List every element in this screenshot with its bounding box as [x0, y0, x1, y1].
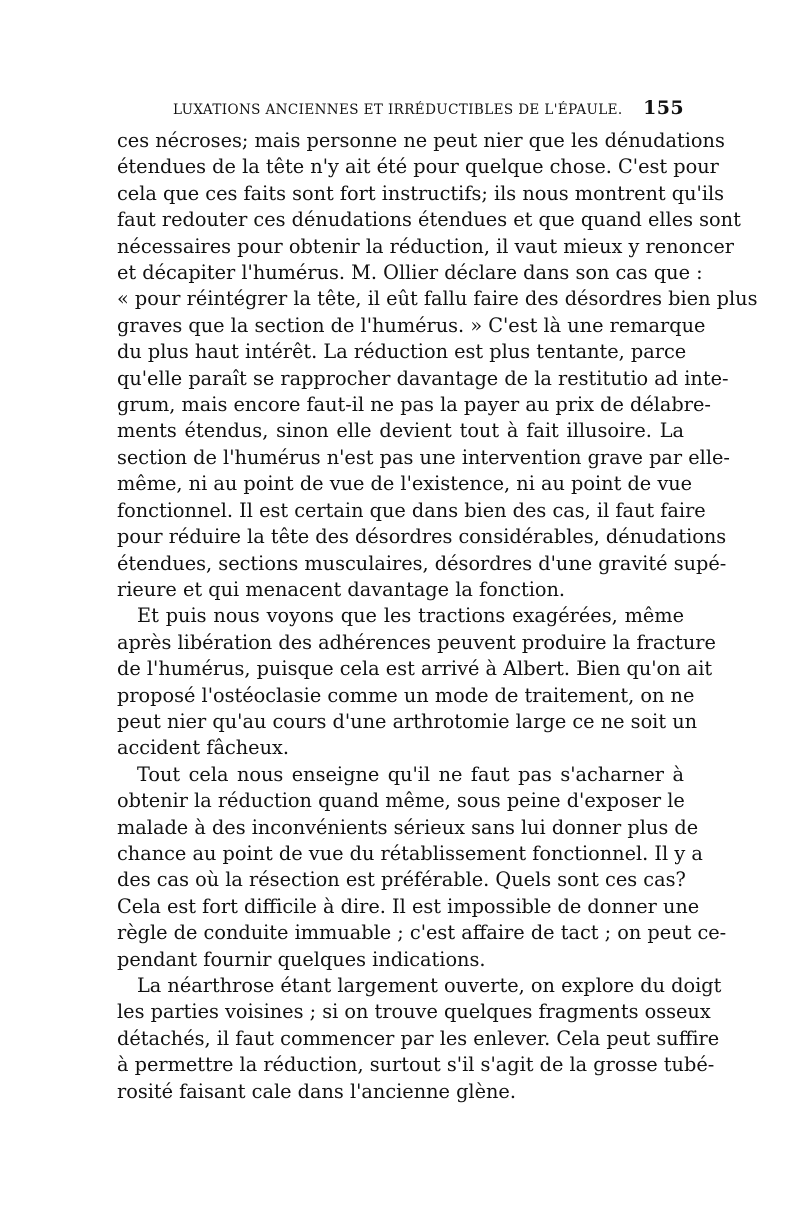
text-line: pendant fournir quelques indications.: [117, 947, 486, 971]
text-line: proposé l'ostéoclasie comme un mode de traitement, on ne: [117, 683, 695, 707]
text-line: accident fâcheux.: [117, 736, 289, 760]
page-number: 155: [643, 97, 684, 119]
book-page: [117, 96, 758, 1105]
paragraph-2: [117, 603, 716, 761]
text-line: étendues, sections musculaires, désordres d'une gravité supé-: [117, 551, 727, 575]
text-line: du plus haut intérêt. La réduction est plus tentante, parce: [117, 340, 687, 364]
text-line: des cas où la résection est préférable. Quels sont ces cas?: [117, 868, 686, 892]
text-line: malade à des inconvénients sérieux sans lui donner plus de: [117, 815, 699, 839]
text-line: de l'humérus, puisque cela est arrivé à Albert. Bien qu'on ait: [117, 657, 713, 681]
text-line: chance au point de vue du rétablissement fonctionnel. Il y a: [117, 841, 703, 865]
text-line: règle de conduite immuable ; c'est affaire de tact ; on peut ce-: [117, 921, 727, 945]
text-line: section de l'humérus n'est pas une intervention grave par elle-: [117, 445, 730, 469]
text-line: ments étendus, sinon elle devient tout à fait illusoire. La: [117, 419, 684, 443]
text-line: rieure et qui menacent davantage la fonction.: [117, 577, 566, 601]
running-title: LUXATIONS ANCIENNES ET IRRÉDUCTIBLES DE L'ÉPAULE.: [173, 102, 623, 118]
paragraph-1: [117, 128, 758, 603]
text-line: « pour réintégrer la tête, il eût fallu faire des désordres bien plus: [117, 287, 758, 311]
text-line: faut redouter ces dénudations étendues et que quand elles sont: [117, 208, 741, 232]
paragraph-3: [117, 762, 727, 973]
text-line: rosité faisant cale dans l'ancienne glène.: [117, 1079, 516, 1103]
text-line: à permettre la réduction, surtout s'il s'agit de la grosse tubé-: [117, 1053, 715, 1077]
paragraph-4: [117, 973, 722, 1105]
text-line: La néarthrose étant largement ouverte, on explore du doigt: [137, 974, 722, 997]
text-line: détachés, il faut commencer par les enlever. Cela peut suffire: [117, 1026, 720, 1050]
text-line: Et puis nous voyons que les tractions exagérées, même: [137, 604, 684, 628]
text-line: peut nier qu'au cours d'une arthrotomie large ce ne soit un: [117, 709, 698, 733]
text-line: grum, mais encore faut-il ne pas la payer au prix de délabre-: [117, 393, 711, 417]
text-line: étendues de la tête n'y ait été pour quelque chose. C'est pour: [117, 155, 719, 179]
text-line: pour réduire la tête des désordres considérables, dénudations: [117, 525, 727, 549]
text-line: qu'elle paraît se rapprocher davantage de la restitutio ad inte-: [117, 366, 729, 390]
text-line: même, ni au point de vue de l'existence, ni au point de vue: [117, 472, 693, 496]
text-line: cela que ces faits sont fort instructifs; ils nous montrent qu'ils: [117, 181, 725, 205]
text-line: et décapiter l'humérus. M. Ollier déclare dans son cas que :: [117, 261, 703, 285]
text-line: Tout cela nous enseigne qu'il ne faut pas s'acharner à: [137, 762, 684, 786]
text-line: Cela est fort difficile à dire. Il est impossible de donner une: [117, 894, 700, 918]
text-line: ces nécroses; mais personne ne peut nier que les dénudations: [117, 129, 725, 152]
text-line: obtenir la réduction quand même, sous peine d'exposer le: [117, 789, 685, 813]
text-line: les parties voisines ; si on trouve quelques fragments osseux: [117, 1000, 711, 1024]
running-head: [117, 96, 684, 126]
text-line: après libération des adhérences peuvent produire la fracture: [117, 630, 716, 654]
text-line: nécessaires pour obtenir la réduction, il vaut mieux y renoncer: [117, 234, 735, 258]
text-line: fonctionnel. Il est certain que dans bien des cas, il faut faire: [117, 498, 706, 522]
text-line: graves que la section de l'humérus. » C'est là une remarque: [117, 313, 706, 337]
